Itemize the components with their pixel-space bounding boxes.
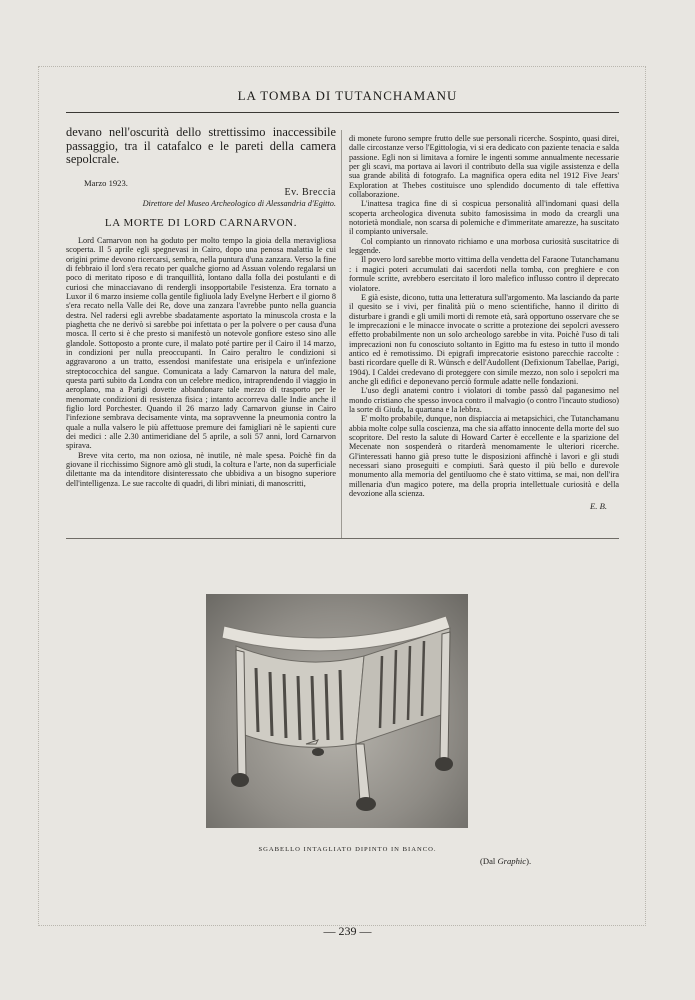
column-divider bbox=[341, 130, 342, 538]
running-title: LA TOMBA DI TUTANCHAMANU bbox=[237, 88, 458, 103]
paragraph: E' molto probabile, dunque, non dispiaccia ai metapsichici, che Tutanchamanu abbia molte colpe sulla coscienza, ma che sia affatto innocente della morte del suo scopritore. Del resto la salute di Howard Carter è eccellente e la sparizione del Mecenate non sospenderà o ritarderà menomamente le ulteriori ricerche. Gl'interessati hanno già preso tutte le disposizioni affinchè i lavori e gli studi necessari siano proseguiti e compiuti. Sarà questo il più bello e durevole monumento alla memoria del gentiluomo che è stato vittima, se mai, non dell'ira millenaria d'un magico potere, ma della propria intellettuale curiosità e della devozione alla scienza. bbox=[349, 414, 619, 499]
page-number: — 239 — bbox=[323, 924, 372, 938]
right-column bbox=[349, 134, 619, 512]
credit-source: Graphic bbox=[497, 856, 527, 866]
lead-text: devano nell'oscurità dello strettissimo inaccessibile passaggio, tra il catafalco e le pareti della camera sepolcrale. bbox=[66, 125, 336, 166]
photo-credit bbox=[480, 856, 531, 866]
paragraph: Breve vita certo, ma non oziosa, nè inutile, nè male spesa. Poichè fin da giovane il ricchissimo Signore amò gli studi, la coltura e l'arte, non da superficiale dilettante ma da intenditore disinteressato che ubbidiva a un bisogno superiore dell'intelligenza. Le sue raccolte di quadri, di libri miniati, di manoscritti, bbox=[66, 450, 336, 488]
credit-suffix: ). bbox=[526, 856, 532, 866]
credit-prefix: (Dal bbox=[480, 856, 496, 866]
figure-caption: SGABELLO INTAGLIATO DIPINTO IN BIANCO. bbox=[258, 846, 437, 853]
carved-stool-illustration bbox=[206, 594, 468, 828]
paragraph: L'uso degli anatemi contro i violatori di tombe passò dal paganesimo nel mondo cristiano che spesso invoca contro il malvagio (o contro l'incauto studioso) la sorte di Giuda, la quartana e la lebbra. bbox=[349, 386, 619, 414]
left-column bbox=[66, 126, 336, 488]
header-rule bbox=[66, 112, 619, 113]
article-signoff: E. B. bbox=[590, 501, 607, 512]
author-title: Direttore del Museo Archeologico di Alessandria d'Egitto. bbox=[142, 199, 336, 209]
text-bottom-rule bbox=[66, 538, 619, 539]
article-date: Marzo 1923. bbox=[84, 177, 128, 188]
stool-photograph bbox=[206, 594, 468, 828]
paragraph: Il povero lord sarebbe morto vittima della vendetta del Faraone Tutanchamanu : i magici poteri accumulati dai sacerdoti nella tomba, con preghiere e con formule scritte, avrebbero esercitato il loro malefico influsso contro il deprecato violatore. bbox=[349, 255, 619, 293]
paragraph: Lord Carnarvon non ha goduto per molto tempo la gioia della meravigliosa scoperta. Il 5 aprile egli spegnevasi in Cairo, dopo una penosa malattia le cui origini prime devono ricercarsi, sembra, nella puntura d'una zanzara. Verso la fine di febbraio il lord s'era recato per qualche giorno ad Assuan volendo regalarsi un poco di meritato riposo e di tranquillità, lontano dalla folla dei postulanti e di curiosi che minacciavano di rendergli insopportabile l'esistenza. Era tornato a Luxor il 6 marzo insieme colla gentile figliuola lady Evelyne Herbert e il giorno 8 s'era recato nella Valle dei Re, dove una zanzara l'avrebbe punto nella guancia destra. Nel radersi egli avrebbe sbadatamente asportato la minuscola crosta e la piaghetta che ne derivò si sarebbe poi infettata o per la polvere o per causa d'una mosca. Il certo si è che presto si manifestò un notevole gonfiore esteso sino alle glandole. Sottoposto a pronte cure, il malato poté partire per il Cairo il 14 marzo, in condizioni per nulla preoccupanti. In Cairo peraltro le condizioni si aggravarono a un tratto, essendosi manifestate una erisipela e un'infezione streptococchica del sangue. Comunicata a lady Carnarvon la natura del male, questa partì subito da Londra con un celebre medico, intraprendendo il viaggio in aeroplano, ma a Parigi dovette abbandonare tale mezzo di trasporto per le menomate condizioni di resistenza fisica ; intanto accorreva dalle Indie anche il figlio lord Porchester. Quando il 26 marzo lady Carnarvon giunse in Cairo l'infezione sembrava decisamente vinta, ma sopravvenne la pneumonia contro la quale a nulla valsero le più affettuose premure dei famigliari nè le sapienti cure dei medici : alle 2.30 antimeridiane del 5 aprile, a soli 57 anni, lord Carnarvon spirava. bbox=[66, 235, 336, 451]
paragraph: Col compianto un rinnovato richiamo e una morbosa curiosità suscitatrice di leggende. bbox=[349, 236, 619, 256]
section-title: LA MORTE DI LORD CARNARVON. bbox=[104, 216, 298, 229]
paragraph: di monete furono sempre frutto delle sue personali ricerche. Sospinto, quasi direi, dalle circostanze verso l'Egittologia, vi si era dedicato con paziente tenacia e salda passione. Egli non si limitava a fornire le ingenti somme annualmente necessarie per gli scavi, ma portava ai lavori il contributo della sua vigile assistenza e della sua grande abilità di fotografo. La magnifica opera edita nel 1912 Five Jears' Exploration at Thebes costituisce uno splendido documento di tale effettiva collaborazione. bbox=[349, 134, 619, 200]
author-name: Ev. Breccia bbox=[284, 186, 336, 198]
paragraph: L'inattesa tragica fine di sì cospicua personalità all'indomani quasi della scoperta archeologica divenuta subito famosissima in modo da creargli una notorietà mondiale, non scarsa di polemiche e d'immeritate amarezze, ha suscitato il compianto universale. bbox=[349, 199, 619, 237]
paragraph: E già esiste, dicono, tutta una letteratura sull'argomento. Ma lasciando da parte il quesito se i vivi, per finalità più o meno scientifiche, hanno il diritto di disturbare i grandi e gli umili morti di remote età, sarà opportuno osservare che se le imprecazioni e le minacce invocate o scritte a protezione dei sepolcri avessero effetto probabilmente non un solo archeologo sarebbe in vita. Poichè l'uso di tali imprecazioni non fu conosciuto soltanto in Egitto ma fu esteso in tutto il mondo antico ed è remotissimo. Di epigrafi imprecatorie esistono parecchie raccolte : basti ricordare quelle di R. Wünsch e dell'Audollent (Defixionum Tabellae, Parigi, 1904). I Caldei credevano di proteggere con simile mezzo, non solo i sepolcri ma anche gli edifici e deponevano perciò formule adatte nelle fondazioni. bbox=[349, 292, 619, 386]
